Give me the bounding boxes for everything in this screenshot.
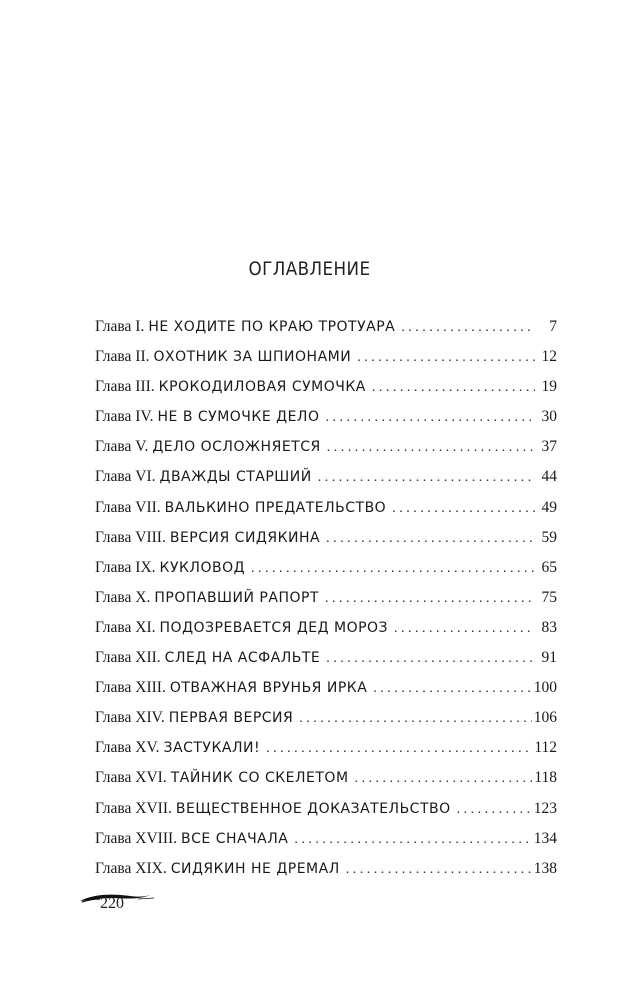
page-number: 118 — [534, 769, 557, 787]
chapter-number: Глава XIX. — [95, 859, 167, 877]
chapter-title: СЛЕД НА АСФАЛЬТЕ — [164, 650, 321, 667]
page-number: 7 — [549, 318, 557, 335]
toc-entry[interactable] — [95, 432, 557, 462]
chapter-number: Глава XII. — [95, 649, 161, 667]
chapter-number: Глава XI. — [95, 618, 156, 636]
page-folio — [78, 887, 158, 917]
table-of-contents — [95, 312, 557, 884]
toc-entry[interactable] — [95, 312, 557, 342]
dot-leader — [326, 644, 535, 674]
toc-entry[interactable] — [95, 462, 557, 492]
toc-entry[interactable] — [95, 794, 557, 824]
toc-entry[interactable] — [95, 854, 557, 884]
dot-leader — [294, 825, 531, 855]
chapter-title: ОТВАЖНАЯ ВРУНЬЯ ИРКА — [169, 680, 368, 697]
page-number: 19 — [541, 378, 557, 396]
page-number: 91 — [541, 649, 557, 667]
page-number: 138 — [533, 859, 557, 877]
chapter-number: Глава VII. — [95, 498, 161, 516]
chapter-number: Глава XV. — [95, 739, 160, 757]
dot-leader — [266, 734, 532, 764]
chapter-title: КРОКОДИЛОВАЯ СУМОЧКА — [158, 379, 366, 396]
page-number: 30 — [541, 408, 557, 426]
dot-leader — [457, 795, 532, 825]
toc-entry[interactable] — [95, 703, 557, 733]
chapter-title: ДЕЛО ОСЛОЖНЯЕТСЯ — [152, 439, 321, 456]
page-number-folio: 220 — [100, 895, 124, 912]
page-number: 134 — [533, 829, 557, 847]
toc-entry[interactable] — [95, 824, 557, 854]
dot-leader — [394, 614, 535, 644]
chapter-number: Глава XVII. — [95, 799, 172, 817]
dot-leader — [392, 494, 535, 524]
chapter-title: ОХОТНИК ЗА ШПИОНАМИ — [153, 349, 352, 366]
chapter-title: ВЕЩЕСТВЕННОЕ ДОКАЗАТЕЛЬСТВО — [175, 800, 451, 817]
page-number: 59 — [541, 528, 557, 546]
page-number: 12 — [541, 348, 557, 366]
dot-leader — [325, 584, 535, 614]
page-number: 83 — [541, 618, 557, 636]
toc-entry[interactable] — [95, 553, 557, 583]
dot-leader — [355, 764, 533, 794]
chapter-number: Глава II. — [95, 348, 150, 366]
chapter-number: Глава V. — [95, 438, 149, 456]
toc-entry[interactable] — [95, 673, 557, 703]
toc-entry[interactable] — [95, 733, 557, 763]
dot-leader — [327, 433, 535, 463]
toc-entry[interactable] — [95, 763, 557, 793]
toc-entry[interactable] — [95, 583, 557, 613]
chapter-number: Глава XVI. — [95, 769, 167, 787]
chapter-number: Глава IV. — [95, 408, 154, 426]
toc-entry[interactable] — [95, 342, 557, 372]
page-number: 75 — [541, 588, 557, 606]
chapter-title: ДВАЖДЫ СТАРШИЙ — [159, 469, 312, 486]
page-number: 112 — [534, 739, 557, 757]
page-number: 100 — [533, 679, 557, 697]
chapter-title: ВЕРСИЯ СИДЯКИНА — [169, 529, 321, 546]
chapter-title: ТАЙНИК СО СКЕЛЕТОМ — [170, 770, 349, 787]
chapter-title: СИДЯКИН НЕ ДРЕМАЛ — [170, 860, 340, 877]
page-number: 49 — [541, 498, 557, 516]
dot-leader — [373, 674, 531, 704]
chapter-number: Глава XIII. — [95, 679, 166, 697]
chapter-number: Глава IX. — [95, 558, 156, 576]
chapter-title: ЗАСТУКАЛИ! — [163, 740, 261, 757]
toc-entry[interactable] — [95, 402, 557, 432]
dot-leader — [251, 554, 535, 584]
chapter-title: КУКЛОВОД — [159, 559, 246, 576]
dot-leader — [401, 313, 535, 343]
toc-entry[interactable] — [95, 613, 557, 643]
dot-leader — [346, 855, 532, 885]
chapter-number: Глава VIII. — [95, 528, 166, 546]
chapter-number: Глава VI. — [95, 468, 156, 486]
dot-leader — [325, 403, 535, 433]
chapter-title: ПЕРВАЯ ВЕРСИЯ — [168, 710, 294, 727]
toc-heading: ОГЛАВЛЕНИЕ — [248, 258, 371, 280]
chapter-number: Глава I. — [95, 318, 145, 335]
chapter-number: Глава XIV. — [95, 709, 165, 727]
chapter-title: НЕ ХОДИТЕ ПО КРАЮ ТРОТУАРА — [148, 319, 396, 335]
dot-leader — [357, 343, 535, 373]
dot-leader — [299, 704, 531, 734]
chapter-title: НЕ В СУМОЧКЕ ДЕЛО — [157, 409, 320, 426]
page-number: 37 — [541, 438, 557, 456]
chapter-title: ПРОПАВШИЙ РАПОРТ — [154, 589, 319, 606]
toc-entry[interactable] — [95, 372, 557, 402]
toc-entry[interactable] — [95, 493, 557, 523]
dot-leader — [326, 524, 535, 554]
page-number: 65 — [541, 558, 557, 576]
chapter-title: ВАЛЬКИНО ПРЕДАТЕЛЬСТВО — [164, 499, 387, 516]
toc-entry[interactable] — [95, 643, 557, 673]
toc-entry[interactable] — [95, 523, 557, 553]
page-number: 123 — [533, 799, 557, 817]
dot-leader — [372, 373, 535, 403]
dot-leader — [318, 463, 535, 493]
page-number: 44 — [541, 468, 557, 486]
chapter-number: Глава XVIII. — [95, 829, 178, 847]
chapter-title: ВСЕ СНАЧАЛА — [181, 830, 289, 847]
chapter-title: ПОДОЗРЕВАЕТСЯ ДЕД МОРОЗ — [159, 619, 389, 636]
chapter-number: Глава III. — [95, 378, 155, 396]
page-number: 106 — [533, 709, 557, 727]
chapter-number: Глава X. — [95, 588, 151, 606]
